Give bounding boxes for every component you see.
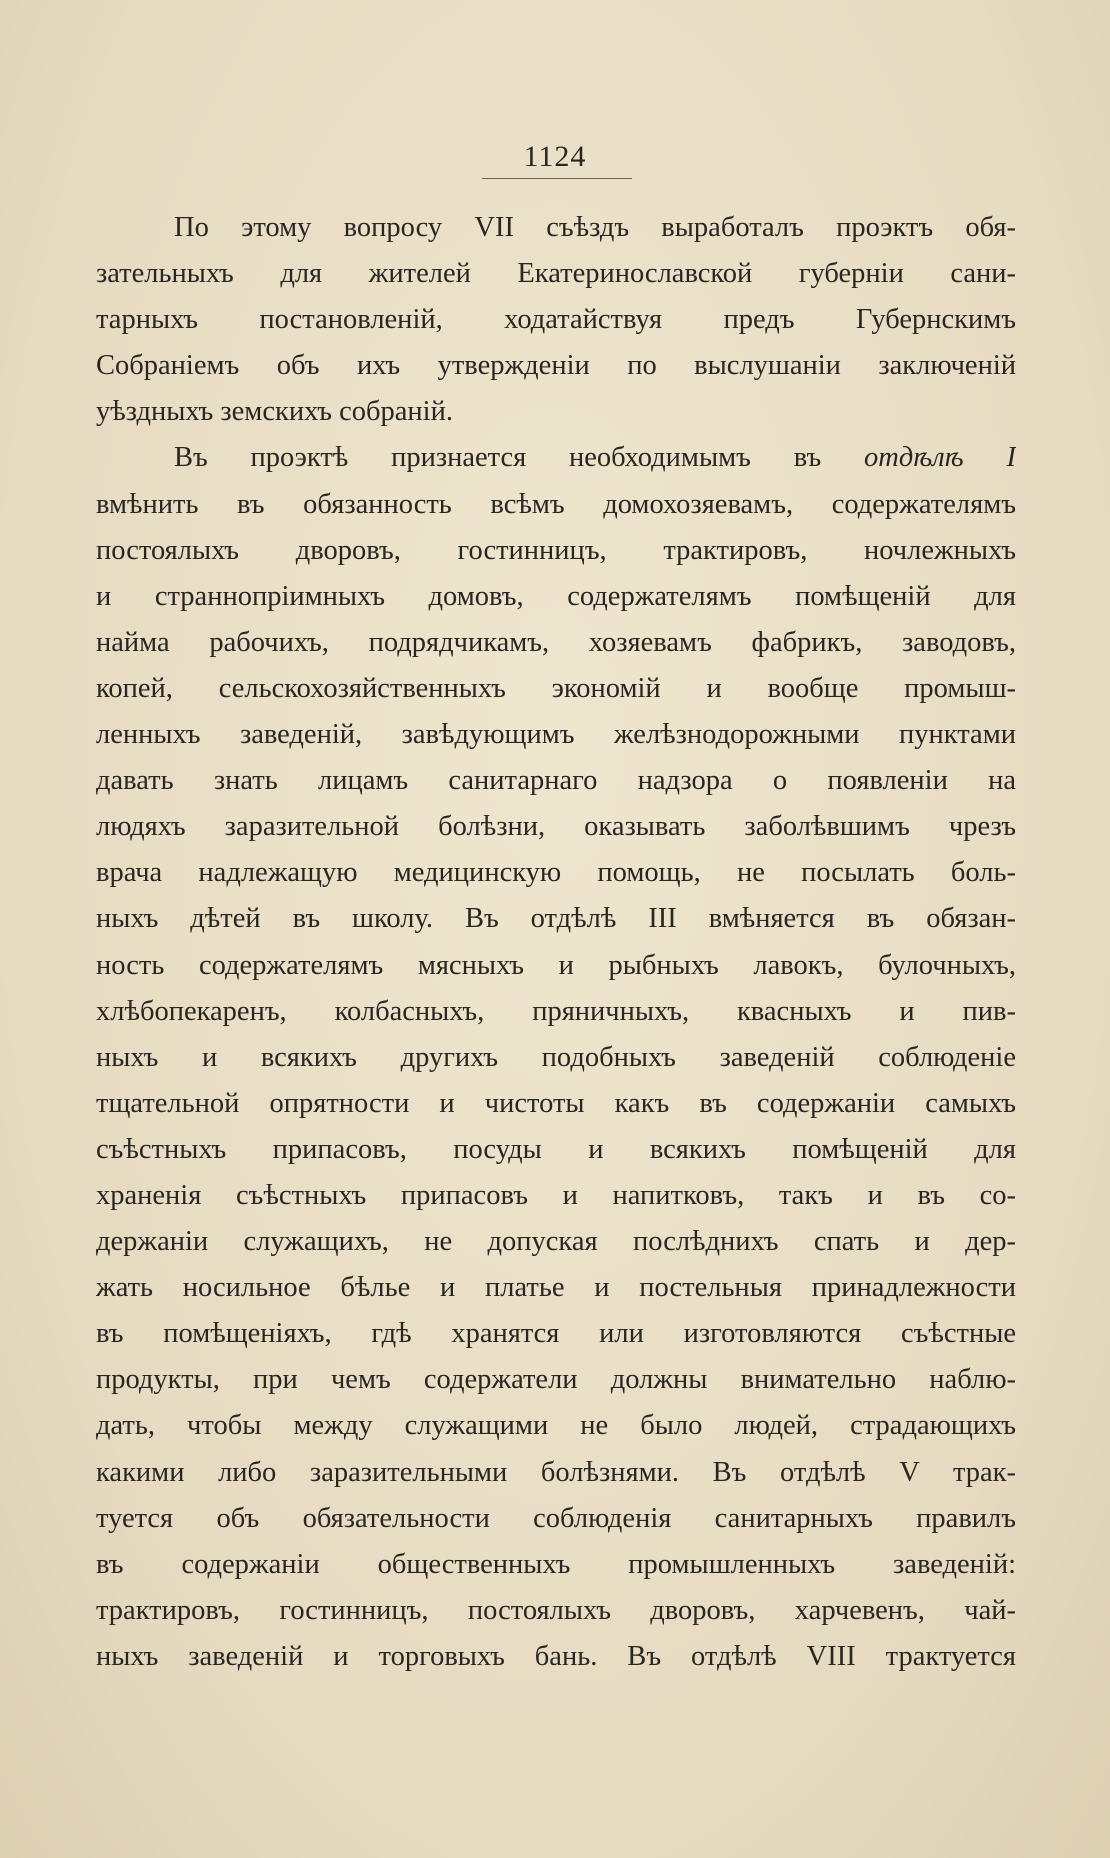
text-line: и страннопріимныхъ домовъ, содержателямъ помѣщеній для <box>96 580 1016 612</box>
page-number: 1124 <box>523 140 587 173</box>
text-body <box>96 205 1016 1680</box>
text-line: ныхъ дѣтей въ школу. Въ отдѣлѣ III вмѣняется въ обязан- <box>96 903 1016 935</box>
text-line: уѣздныхъ земскихъ собраній. <box>96 396 453 428</box>
text-line: ленныхъ заведеній, завѣдующимъ желѣзнодорожными пунктами <box>96 719 1016 751</box>
text-line: людяхъ заразительной болѣзни, оказывать заболѣвшимъ чрезъ <box>96 811 1016 843</box>
text-line: туется объ обязательности соблюденія санитарныхъ правилъ <box>96 1502 1016 1534</box>
text-line: вмѣнить въ обязанность всѣмъ домохозяевамъ, содержателямъ <box>96 488 1016 520</box>
italic-section-ref: отдѣлѣ I <box>864 442 1016 474</box>
text-line: копей, сельскохозяйственныхъ экономій и вообще промыш- <box>96 672 1016 704</box>
text-line-plain: Въ проэктѣ признается необходимымъ въ <box>174 442 864 474</box>
text-line: держаніи служащихъ, не допуская послѣднихъ спать и дер- <box>96 1226 1016 1258</box>
text-line: дать, чтобы между служащими не было людей, страдающихъ <box>96 1410 1016 1442</box>
text-line <box>96 435 1016 481</box>
text-line: врача надлежащую медицинскую помощь, не посылать боль- <box>96 857 1016 889</box>
text-line: Собраніемъ объ ихъ утвержденіи по выслушаніи заключеній <box>96 350 1016 382</box>
text-line: тщательной опрятности и чистоты какъ въ содержаніи самыхъ <box>96 1087 1016 1119</box>
text-line: храненія съѣстныхъ припасовъ и напитковъ, такъ и въ со- <box>96 1179 1016 1211</box>
text-line: постоялыхъ дворовъ, гостинницъ, трактировъ, ночлежныхъ <box>96 534 1016 566</box>
text-line: съѣстныхъ припасовъ, посуды и всякихъ помѣщеній для <box>96 1133 1016 1165</box>
text-line: трактировъ, гостинницъ, постоялыхъ дворовъ, харчевенъ, чай- <box>96 1594 1016 1626</box>
text-line: ныхъ и всякихъ другихъ подобныхъ заведеній соблюденіе <box>96 1041 1016 1073</box>
text-line: По этому вопросу VII съѣздъ выработалъ проэктъ обя- <box>174 212 1016 243</box>
page-number-rule <box>482 178 632 179</box>
text-line: жать носильное бѣлье и платье и постельныя принадлежности <box>96 1272 1016 1304</box>
text-line: ныхъ заведеній и торговыхъ бань. Въ отдѣлѣ VIII трактуется <box>96 1640 1016 1672</box>
text-line: въ помѣщеніяхъ, гдѣ хранятся или изготовляются съѣстные <box>96 1318 1016 1350</box>
text-line: тарныхъ постановленій, ходатайствуя предъ Губернскимъ <box>96 304 1016 336</box>
text-line: зательныхъ для жителей Екатеринославской губерніи сани- <box>96 258 1016 290</box>
text-line: хлѣбопекаренъ, колбасныхъ, пряничныхъ, квасныхъ и пив- <box>96 995 1016 1027</box>
text-line: давать знать лицамъ санитарнаго надзора о появленіи на <box>96 765 1016 797</box>
text-line: ность содержателямъ мясныхъ и рыбныхъ лавокъ, булочныхъ, <box>96 949 1016 981</box>
text-line: какими либо заразительными болѣзнями. Въ отдѣлѣ V трак- <box>96 1456 1016 1488</box>
text-line: найма рабочихъ, подрядчикамъ, хозяевамъ фабрикъ, заводовъ, <box>96 626 1016 658</box>
text-line: продукты, при чемъ содержатели должны внимательно наблю- <box>96 1364 1016 1396</box>
text-line: въ содержаніи общественныхъ промышленныхъ заведеній: <box>96 1548 1016 1580</box>
